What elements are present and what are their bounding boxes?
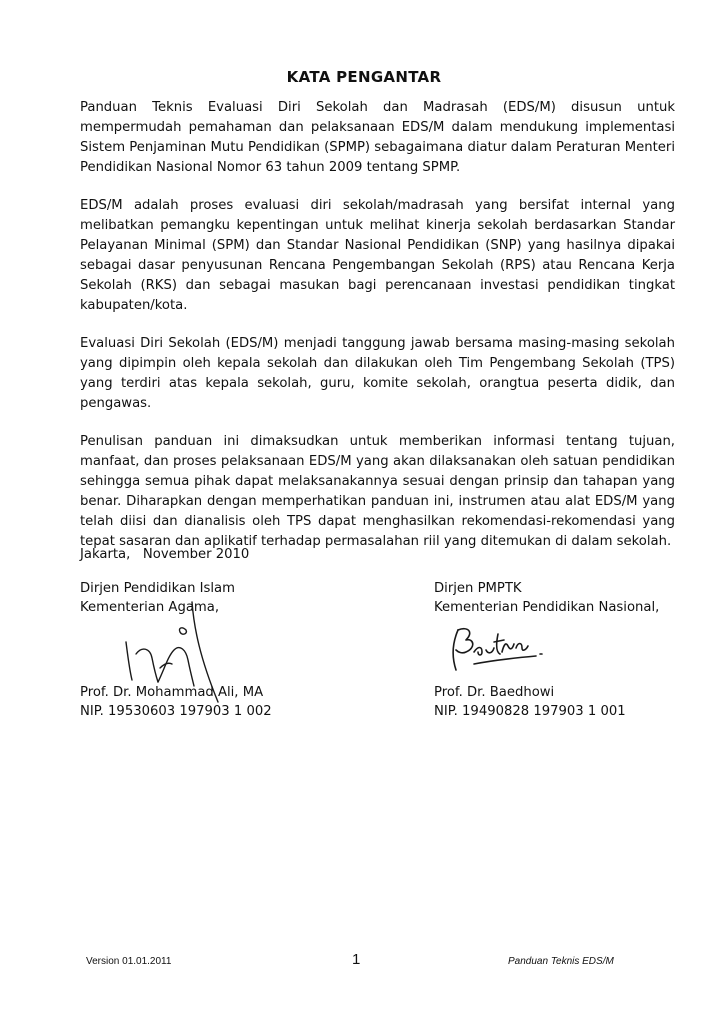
place-date: Jakarta, November 2010 xyxy=(80,547,250,562)
paragraph-3: Evaluasi Diri Sekolah (EDS/M) menjadi tanggung jawab bersama masing-masing sekolah yang dipimpin oleh kepala sekolah dan dilakukan oleh Tim Pengembang Sekolah (TPS) yang terdiri atas kepala sekolah, guru, komite sekolah, orangtua peserta didik, dan pengawas. xyxy=(80,336,675,411)
signatory-right-name: Prof. Dr. Baedhowi xyxy=(434,685,555,700)
footer-version: Version 01.01.2011 xyxy=(86,956,172,967)
body-text xyxy=(80,98,675,570)
signatory-left-name: Prof. Dr. Mohammad Ali, MA xyxy=(80,685,264,700)
signatory-right-position: Dirjen PMPTK xyxy=(434,581,522,596)
paragraph-1: Panduan Teknis Evaluasi Diri Sekolah dan Madrasah (EDS/M) disusun untuk mempermudah pemahaman dan pelaksanaan EDS/M dalam mendukung implementasi Sistem Penjaminan Mutu Pendidikan (SPMP) sebagaimana diatur dalam Peraturan Menteri Pendidikan Nasional Nomor 63 tahun 2009 tentang SPMP. xyxy=(80,100,675,175)
signature-right-image xyxy=(444,620,554,680)
paragraph-2: EDS/M adalah proses evaluasi diri sekolah/madrasah yang bersifat internal yang melibatkan pemangku kepentingan untuk melihat kinerja sekolah berdasarkan Standar Pelayanan Minimal (SPM) dan Standar Nasional Pendidikan (SNP) yang hasilnya dipakai sebagai dasar penyusunan Rencana Pengembangan Sekolah (RPS) atau Rencana Kerja Sekolah (RKS) dan sebagai masukan bagi perencanaan investasi pendidikan tingkat kabupaten/kota. xyxy=(80,198,675,313)
signatory-right-institution: Kementerian Pendidikan Nasional, xyxy=(434,600,660,615)
footer-page-number: 1 xyxy=(352,951,361,968)
signatory-left-institution: Kementerian Agama, xyxy=(80,600,220,615)
signatory-right xyxy=(434,579,659,617)
footer-doc-name: Panduan Teknis EDS/M xyxy=(508,956,614,967)
paragraph-4: Penulisan panduan ini dimaksudkan untuk memberikan informasi tentang tujuan, manfaat, dan proses pelaksanaan EDS/M yang akan dilaksanakan oleh satuan pendidikan sehingga semua pihak dapat melaksanakannya sesuai dengan prinsip dan tahapan yang benar. Diharapkan dengan memperhatikan panduan ini, instrumen atau alat EDS/M yang telah diisi dan dianalisis oleh TPS dapat menghasilkan rekomendasi-rekomendasi yang tepat sasaran dan aplikatif terhadap permasalahan riil yang ditemukan di dalam sekolah. xyxy=(80,434,675,549)
page-title: KATA PENGANTAR xyxy=(286,68,442,86)
signatory-left-position: Dirjen Pendidikan Islam xyxy=(80,581,235,596)
signatory-right-nip: NIP. 19490828 197903 1 001 xyxy=(434,704,626,719)
signatory-left-nip: NIP. 19530603 197903 1 002 xyxy=(80,704,272,719)
